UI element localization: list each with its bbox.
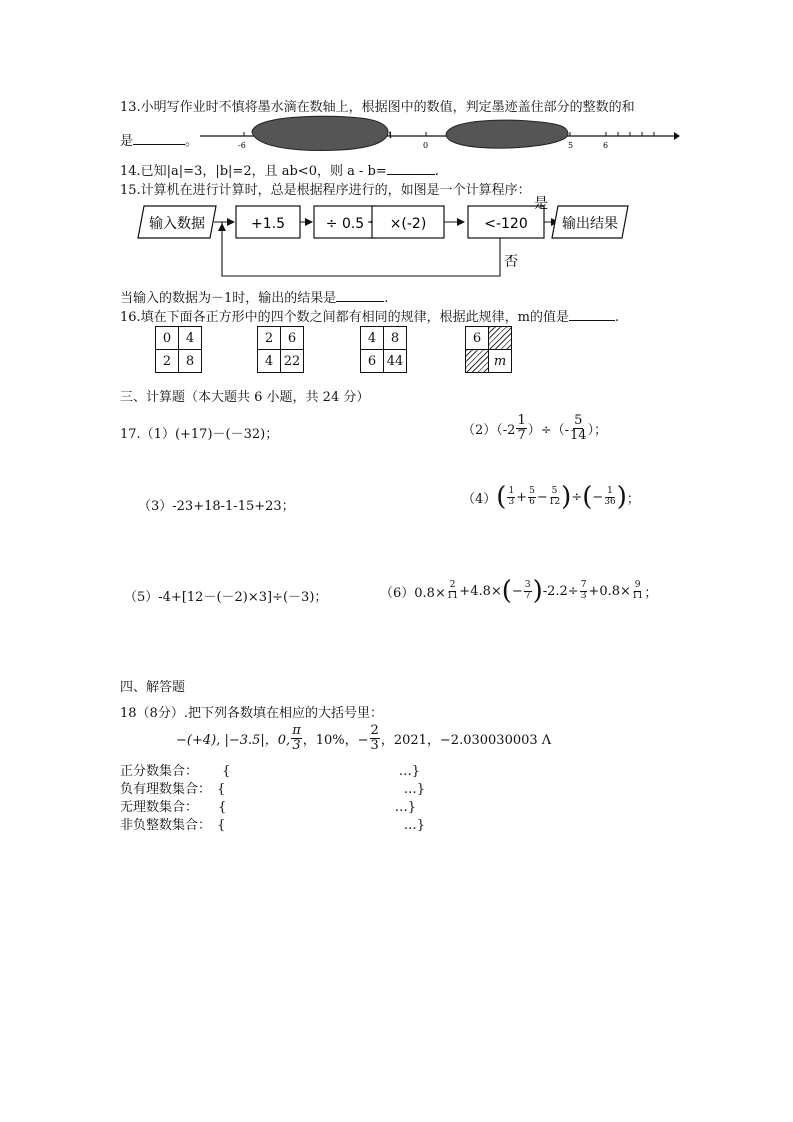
q17-p6-d: +0.8× — [588, 583, 631, 599]
q18-nums-b: ，10%，− — [302, 732, 369, 748]
divide-sign: ÷ — [571, 489, 583, 505]
q17-p3: （3）-23+18-1-15+23； — [138, 499, 295, 514]
fraction — [528, 487, 536, 507]
q16-grid-3 — [360, 326, 407, 373]
q14-line — [120, 160, 439, 179]
brace-open: { — [222, 764, 231, 779]
q17-p6-end: ； — [644, 585, 658, 601]
flow-output-label: 输出结果 — [562, 216, 618, 232]
paren-right: ) — [532, 576, 543, 606]
q16-grid-1 — [155, 326, 202, 373]
paren-left: ( — [501, 576, 512, 606]
frac-num: 5 — [574, 413, 583, 428]
section3-heading: 三、计算题（本大题共 6 小题，共 24 分） — [120, 390, 370, 405]
paren-left: ( — [582, 482, 593, 512]
grid-cell-hatched — [466, 350, 489, 373]
q17-p1: 17.（1）(+17)－(－32)； — [120, 427, 279, 442]
grid-cell: 2 — [258, 327, 281, 350]
grid-cell-m: m — [489, 350, 512, 373]
q17-p6-b: +4.8× — [459, 583, 502, 599]
q17-p4-a: （4） — [462, 491, 497, 507]
frac-den: 3 — [580, 590, 587, 601]
brace-close: …} — [394, 800, 416, 815]
q17-p6-a: （6）0.8× — [380, 585, 446, 601]
q16-blank[interactable] — [569, 320, 615, 321]
frac-den: 3 — [370, 737, 379, 753]
flowchart — [134, 196, 654, 284]
minus-sign: − — [511, 583, 523, 599]
q15-blank[interactable] — [336, 301, 384, 302]
q17-p2-c: ）； — [587, 422, 608, 438]
frac-num: 3 — [524, 580, 531, 591]
grid-cell: 8 — [384, 327, 407, 350]
flow-step3-label: ×(-2) — [389, 216, 427, 232]
set-irrationals — [120, 796, 416, 815]
grid-cell: 22 — [281, 350, 304, 373]
set-label: 负有理数集合： — [120, 782, 212, 797]
section4-heading: 四、解答题 — [120, 680, 186, 695]
frac-den: 3 — [292, 737, 301, 753]
frac-den: 11 — [631, 590, 644, 601]
q17-p2-a: （2）（-2 — [462, 422, 516, 438]
axis-arrow — [674, 132, 680, 140]
q18-nums-c: ，2021，−2.030030003 Λ — [380, 732, 552, 748]
q15-end: . — [384, 291, 389, 306]
grid-cell: 44 — [384, 350, 407, 373]
set-positive-fractions — [120, 760, 420, 779]
q15-answer-line — [120, 287, 388, 306]
set-label: 无理数集合： — [120, 800, 199, 815]
grid-cell: 4 — [179, 327, 202, 350]
q13-answer-line — [120, 130, 198, 149]
frac-den: 12 — [548, 496, 561, 507]
fraction — [524, 581, 532, 601]
fraction-pi-over-3 — [291, 724, 302, 752]
paren-right: ) — [561, 482, 572, 512]
axis-label-6: 6 — [603, 141, 609, 150]
fraction-2-over-3 — [370, 724, 380, 752]
q17-p6 — [380, 578, 657, 604]
set-label: 正分数集合： — [120, 764, 199, 779]
minus-sign: − — [592, 489, 604, 505]
grid-cell: 2 — [156, 350, 179, 373]
q16-end: . — [615, 310, 620, 325]
brace-close: …} — [403, 818, 425, 833]
q16-line — [120, 306, 619, 325]
brace-open: { — [217, 782, 226, 797]
q16-grid-2 — [257, 326, 304, 373]
q13-cont: 是 — [120, 134, 134, 149]
frac-den: 3 — [508, 496, 515, 507]
paren-right: ) — [616, 482, 627, 512]
q17-p2 — [462, 414, 607, 442]
frac-num: π — [292, 723, 301, 738]
axis-label-1: 1 — [388, 131, 394, 140]
fraction — [570, 414, 587, 442]
brace-close: …} — [403, 782, 425, 797]
q16-grid-4 — [465, 326, 512, 373]
fraction — [604, 487, 615, 507]
q18-nums-a: −(+4), |−3.5|，0, — [176, 732, 291, 748]
frac-den: 11 — [446, 590, 459, 601]
q17-p4-end: ； — [626, 491, 640, 507]
q13-text: 13.小明写作业时不慎将墨水滴在数轴上，根据图中的数值，判定墨迹盖住部分的整数的和 — [120, 100, 635, 115]
axis-label-0: 0 — [423, 141, 429, 150]
grid-cell: 4 — [258, 350, 281, 373]
plus-sign: + — [516, 489, 528, 505]
brace-open: { — [217, 818, 226, 833]
ink-blot-left — [252, 116, 388, 150]
grid-cell: 6 — [281, 327, 304, 350]
flow-input-label: 输入数据 — [149, 216, 205, 232]
q16-text: 16.填在下面各正方形中的四个数之间都有相同的规律，根据此规律，m的值是 — [120, 310, 570, 325]
grid-cell: 0 — [156, 327, 179, 350]
q15-after: 当输入的数据为－1时，输出的结果是 — [120, 291, 337, 306]
grid-cell: 6 — [361, 350, 384, 373]
axis-label-neg6: -6 — [238, 141, 246, 150]
axis-label-5: 5 — [568, 141, 574, 150]
q17-p2-b: ）÷（- — [527, 422, 570, 438]
fraction — [632, 581, 643, 601]
frac-num: 5 — [529, 486, 535, 497]
q13-blank[interactable] — [133, 144, 185, 145]
frac-num: 1 — [508, 486, 515, 497]
frac-den: 14 — [570, 427, 587, 443]
flow-cond-label: <-120 — [484, 216, 528, 232]
fraction — [549, 487, 560, 507]
frac-num: 2 — [449, 580, 456, 591]
frac-num: 2 — [370, 723, 379, 738]
grid-cell: 4 — [361, 327, 384, 350]
q14-blank[interactable] — [387, 174, 435, 175]
fraction — [516, 414, 526, 442]
frac-num: 5 — [551, 486, 558, 497]
frac-num: 1 — [517, 413, 526, 428]
q17-p6-c: -2.2÷ — [542, 583, 579, 599]
frac-num: 7 — [580, 580, 587, 591]
q18-text: 18（8分）.把下列各数填在相应的大括号里： — [120, 706, 383, 721]
fraction — [580, 581, 588, 601]
brace-open: { — [218, 800, 227, 815]
set-nonneg-integers — [120, 814, 425, 833]
flow-step1-label: +1.5 — [251, 216, 285, 232]
frac-num: 1 — [607, 486, 613, 497]
q13-period: 。 — [185, 134, 199, 149]
grid-cell: 6 — [466, 327, 489, 350]
frac-den: 6 — [529, 496, 535, 507]
grid-cell: 8 — [179, 350, 202, 373]
fraction — [447, 581, 458, 601]
q18-numbers — [176, 724, 551, 752]
flow-step2-label: ÷ 0.5 — [325, 216, 365, 232]
set-label: 非负整数集合： — [120, 818, 212, 833]
grid-cell-hatched — [489, 327, 512, 350]
paren-left: ( — [496, 482, 507, 512]
q15-text: 15.计算机在进行计算时，总是根据程序进行的，如图是一个计算程序： — [120, 183, 531, 198]
flow-yes-label: 是 — [534, 196, 548, 212]
frac-num: 9 — [634, 580, 641, 591]
q14-end: . — [434, 164, 439, 179]
q17-p4 — [462, 484, 640, 510]
minus-sign: − — [536, 489, 548, 505]
frac-den: 7 — [524, 590, 531, 601]
frac-den: 36 — [604, 496, 616, 507]
set-negative-rationals — [120, 778, 425, 797]
flow-no-label: 否 — [504, 254, 518, 270]
q17-p5: （5）-4+[12－(－2)×3]÷(－3)； — [124, 590, 328, 605]
brace-close: …} — [398, 764, 420, 779]
ink-blot-right — [446, 120, 568, 148]
fraction — [507, 487, 515, 507]
q14-text: 14.已知|a|=3，|b|=2，且 ab<0，则 a - b= — [120, 164, 387, 179]
number-line-with-ink — [200, 112, 680, 156]
frac-den: 7 — [517, 427, 526, 443]
